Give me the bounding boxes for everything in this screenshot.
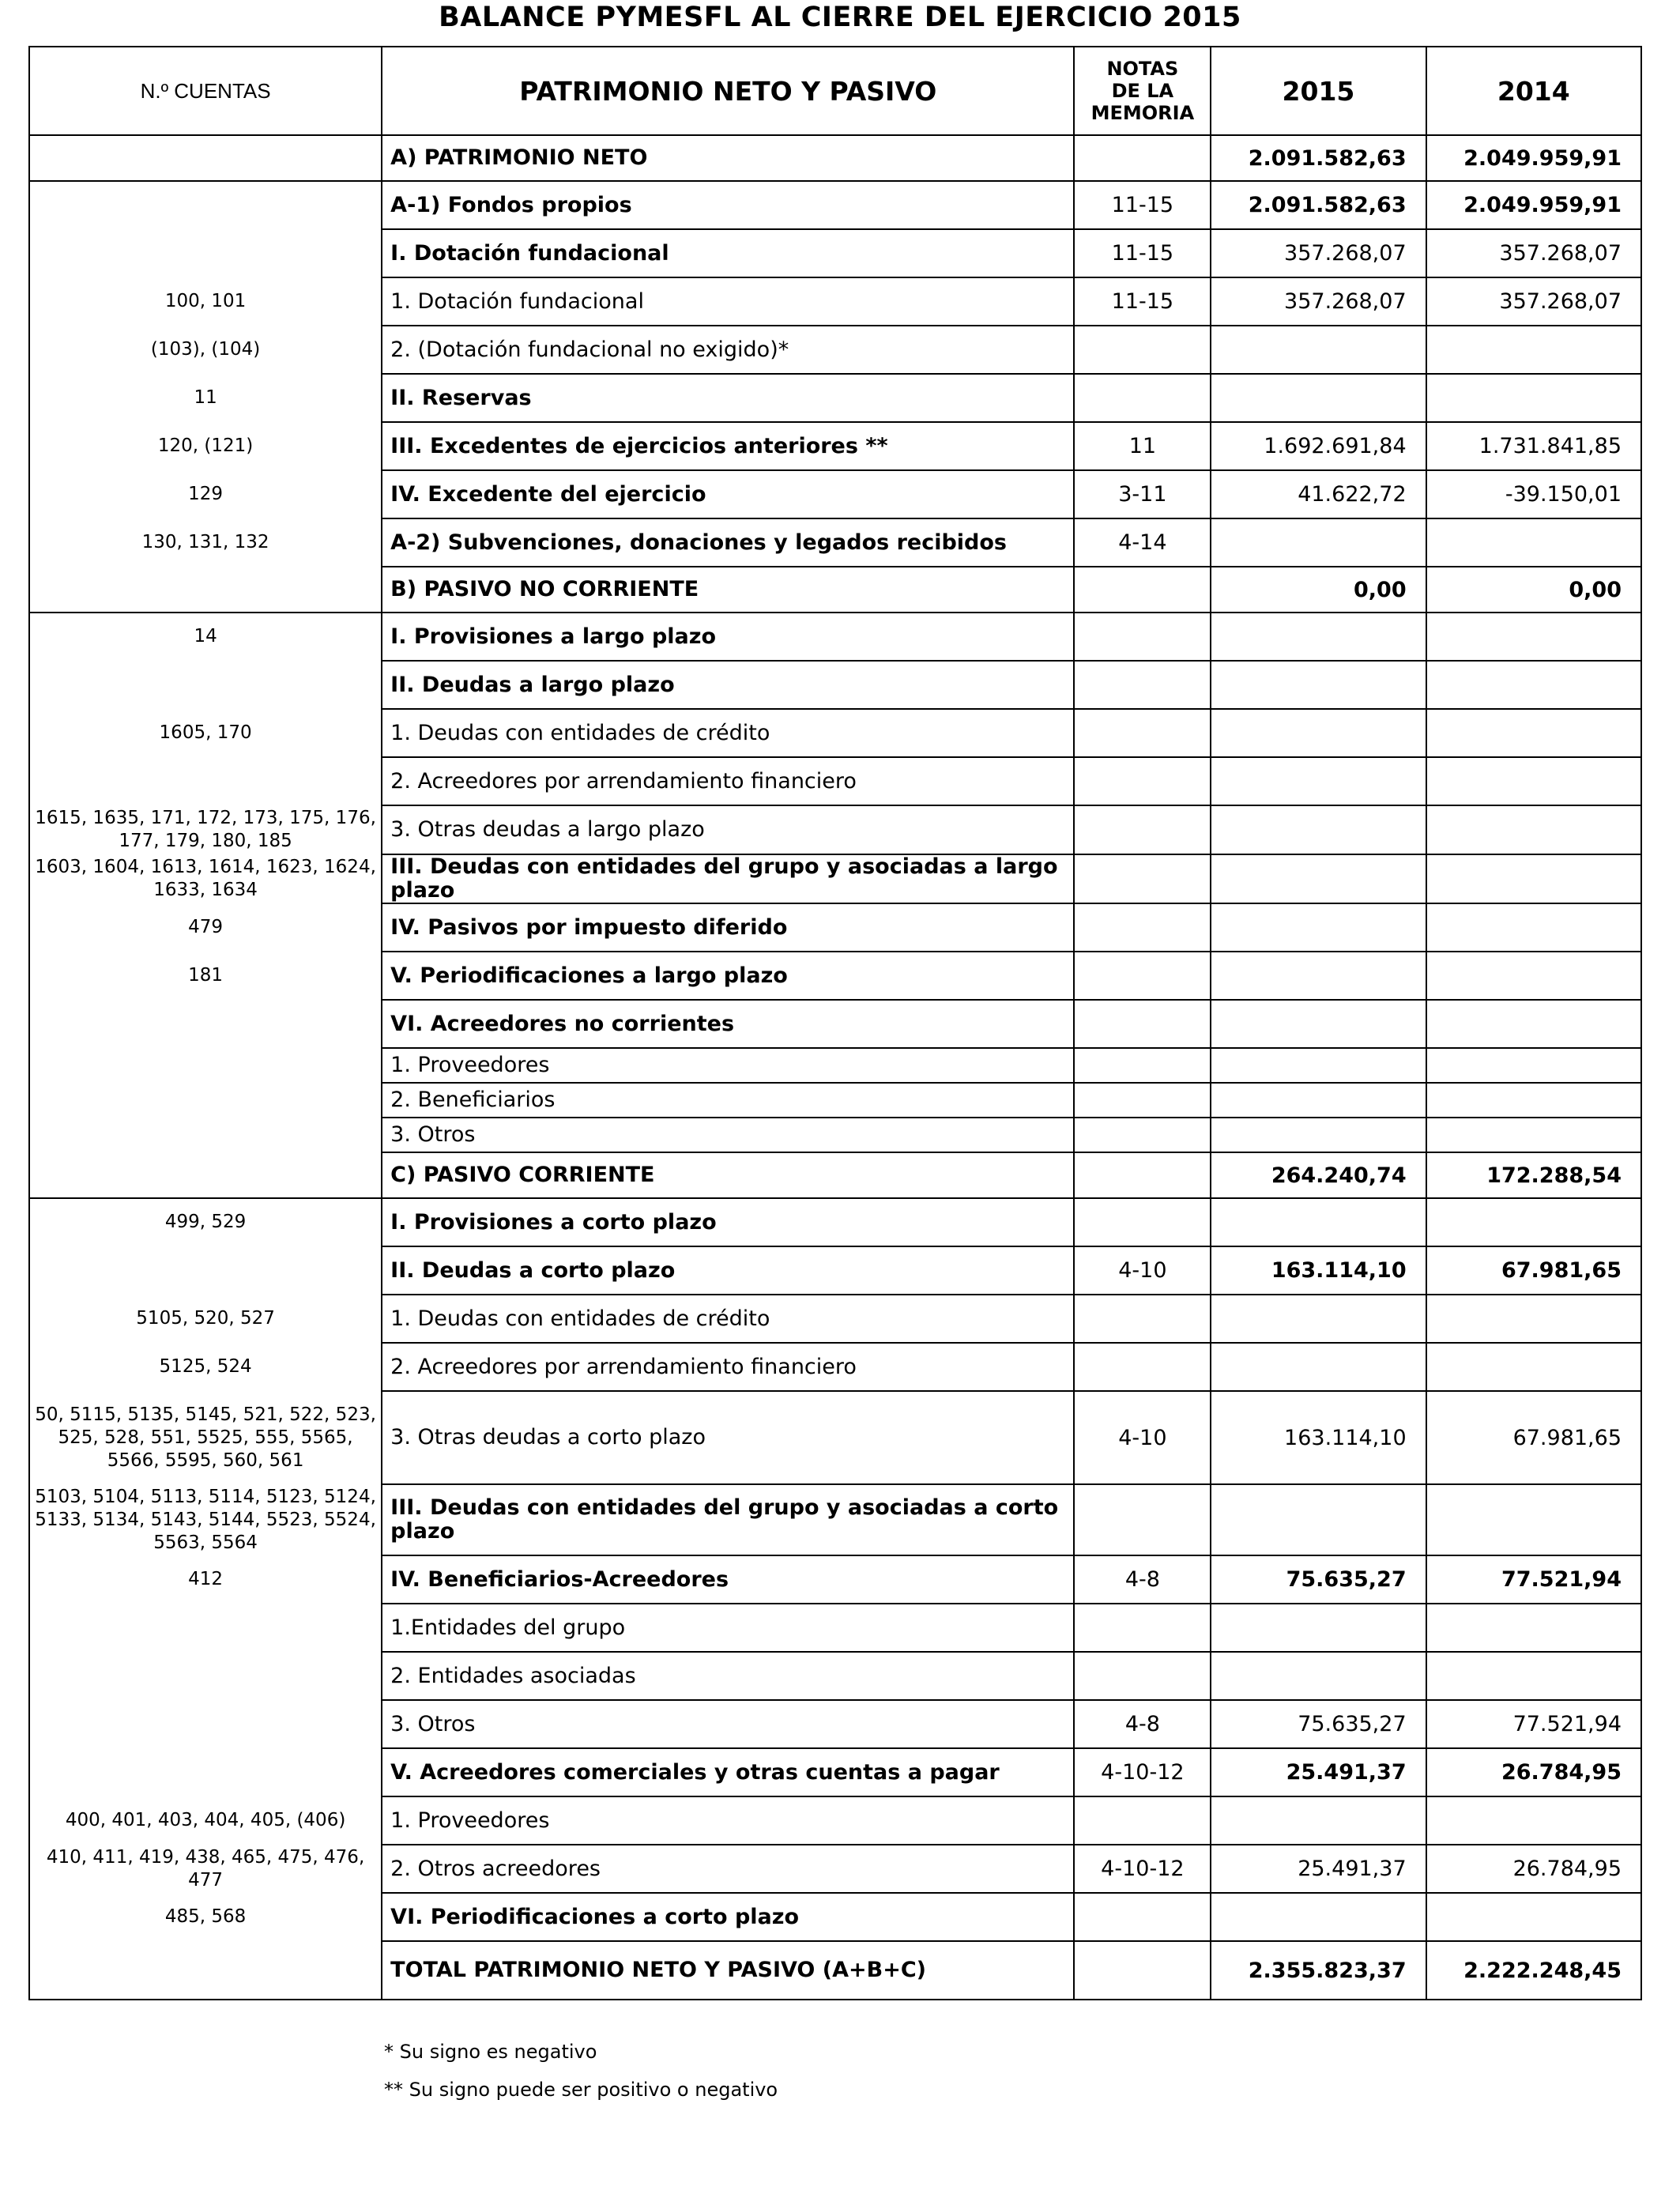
account-cell <box>29 1152 382 1198</box>
value-2014-cell <box>1426 1000 1641 1048</box>
value-2015-cell: 357.268,07 <box>1211 277 1426 326</box>
account-cell <box>29 135 382 181</box>
table-row <box>29 277 1641 326</box>
footnote-negative-sign: * Su signo es negativo <box>384 2041 597 2063</box>
table-row <box>29 1048 1641 1083</box>
value-2014-cell <box>1426 1295 1641 1343</box>
description-cell: 3. Otros <box>382 1700 1074 1748</box>
table-row <box>29 1343 1641 1391</box>
account-cell: 181 <box>29 952 382 1000</box>
notes-cell <box>1074 326 1211 374</box>
table-row <box>29 1000 1641 1048</box>
account-cell: 14 <box>29 613 382 661</box>
table-row <box>29 613 1641 661</box>
value-2014-cell <box>1426 1118 1641 1152</box>
account-cell <box>29 1748 382 1796</box>
description-cell: IV. Excedente del ejercicio <box>382 470 1074 518</box>
value-2015-cell <box>1211 903 1426 952</box>
value-2014-cell <box>1426 805 1641 854</box>
description-cell: 2. Otros acreedores <box>382 1845 1074 1893</box>
notes-cell <box>1074 1295 1211 1343</box>
footnote-variable-sign: ** Su signo puede ser positivo o negativo <box>384 2079 778 2101</box>
value-2014-cell: 26.784,95 <box>1426 1748 1641 1796</box>
value-2014-cell <box>1426 709 1641 757</box>
notes-cell <box>1074 1118 1211 1152</box>
description-cell: I. Dotación fundacional <box>382 229 1074 277</box>
notes-cell <box>1074 1893 1211 1941</box>
description-cell: II. Deudas a corto plazo <box>382 1246 1074 1295</box>
description-cell: C) PASIVO CORRIENTE <box>382 1152 1074 1198</box>
description-cell: A-2) Subvenciones, donaciones y legados recibidos <box>382 518 1074 567</box>
notes-cell <box>1074 1343 1211 1391</box>
notes-cell: 4-10-12 <box>1074 1748 1211 1796</box>
table-row <box>29 1152 1641 1198</box>
value-2014-cell: 2.049.959,91 <box>1426 135 1641 181</box>
table-row <box>29 805 1641 854</box>
table-row <box>29 1295 1641 1343</box>
notes-cell <box>1074 1652 1211 1700</box>
value-2015-cell <box>1211 661 1426 709</box>
value-2015-cell <box>1211 1083 1426 1118</box>
header-cuentas: N.º CUENTAS <box>29 47 382 135</box>
value-2015-cell <box>1211 374 1426 422</box>
value-2015-cell <box>1211 1198 1426 1246</box>
value-2015-cell <box>1211 1893 1426 1941</box>
notes-cell <box>1074 1152 1211 1198</box>
table-row <box>29 1198 1641 1246</box>
value-2014-cell <box>1426 1652 1641 1700</box>
table-row <box>29 1484 1641 1555</box>
account-cell <box>29 1941 382 2000</box>
description-cell: 1. Deudas con entidades de crédito <box>382 1295 1074 1343</box>
value-2015-cell <box>1211 1048 1426 1083</box>
account-cell <box>29 1246 382 1295</box>
account-cell: 11 <box>29 374 382 422</box>
table-row <box>29 1652 1641 1700</box>
notes-cell <box>1074 805 1211 854</box>
value-2014-cell: 77.521,94 <box>1426 1555 1641 1604</box>
value-2014-cell: 26.784,95 <box>1426 1845 1641 1893</box>
account-cell: 410, 411, 419, 438, 465, 475, 476, 477 <box>29 1845 382 1893</box>
table-row <box>29 952 1641 1000</box>
account-cell: 5103, 5104, 5113, 5114, 5123, 5124, 5133, 5134, 5143, 5144, 5523, 5524, 5563, 5564 <box>29 1484 382 1555</box>
table-row <box>29 1796 1641 1845</box>
account-cell <box>29 1118 382 1152</box>
account-cell: 5105, 520, 527 <box>29 1295 382 1343</box>
account-cell <box>29 567 382 613</box>
description-cell: 3. Otros <box>382 1118 1074 1152</box>
value-2015-cell <box>1211 805 1426 854</box>
account-cell <box>29 181 382 229</box>
value-2014-cell <box>1426 1484 1641 1555</box>
notes-cell: 11-15 <box>1074 277 1211 326</box>
value-2014-cell <box>1426 1893 1641 1941</box>
value-2015-cell <box>1211 1604 1426 1652</box>
value-2015-cell: 2.091.582,63 <box>1211 135 1426 181</box>
account-cell: 1615, 1635, 171, 172, 173, 175, 176, 177, 179, 180, 185 <box>29 805 382 854</box>
value-2014-cell <box>1426 1048 1641 1083</box>
notes-cell: 11 <box>1074 422 1211 470</box>
description-cell: VI. Acreedores no corrientes <box>382 1000 1074 1048</box>
account-cell: 1603, 1604, 1613, 1614, 1623, 1624, 1633, 1634 <box>29 854 382 903</box>
table-body <box>29 135 1641 2000</box>
description-cell: 2. (Dotación fundacional no exigido)* <box>382 326 1074 374</box>
description-cell: 1. Deudas con entidades de crédito <box>382 709 1074 757</box>
value-2014-cell: 2.049.959,91 <box>1426 181 1641 229</box>
description-cell: V. Acreedores comerciales y otras cuentas a pagar <box>382 1748 1074 1796</box>
value-2015-cell <box>1211 1000 1426 1048</box>
account-cell: 100, 101 <box>29 277 382 326</box>
value-2015-cell <box>1211 1295 1426 1343</box>
table-row <box>29 1118 1641 1152</box>
value-2015-cell <box>1211 1118 1426 1152</box>
value-2014-cell <box>1426 1083 1641 1118</box>
table-row <box>29 181 1641 229</box>
header-notas-line3: MEMORIA <box>1090 102 1195 124</box>
value-2015-cell <box>1211 326 1426 374</box>
account-cell <box>29 661 382 709</box>
description-cell: 3. Otras deudas a corto plazo <box>382 1391 1074 1484</box>
table-row <box>29 1748 1641 1796</box>
value-2015-cell <box>1211 613 1426 661</box>
description-cell: 2. Acreedores por arrendamiento financiero <box>382 1343 1074 1391</box>
value-2014-cell: 357.268,07 <box>1426 277 1641 326</box>
table-row <box>29 661 1641 709</box>
description-cell: TOTAL PATRIMONIO NETO Y PASIVO (A+B+C) <box>382 1941 1074 2000</box>
description-cell: A-1) Fondos propios <box>382 181 1074 229</box>
value-2015-cell: 0,00 <box>1211 567 1426 613</box>
notes-cell <box>1074 613 1211 661</box>
account-cell: 1605, 170 <box>29 709 382 757</box>
notes-cell: 4-10 <box>1074 1246 1211 1295</box>
description-cell: A) PATRIMONIO NETO <box>382 135 1074 181</box>
account-cell <box>29 1083 382 1118</box>
header-notas-line2: DE LA <box>1111 80 1174 102</box>
account-cell <box>29 1000 382 1048</box>
description-cell: 2. Entidades asociadas <box>382 1652 1074 1700</box>
notes-cell: 4-14 <box>1074 518 1211 567</box>
notes-cell <box>1074 374 1211 422</box>
value-2014-cell <box>1426 757 1641 805</box>
account-cell: 130, 131, 132 <box>29 518 382 567</box>
notes-cell: 11-15 <box>1074 229 1211 277</box>
description-cell: IV. Beneficiarios-Acreedores <box>382 1555 1074 1604</box>
notes-cell <box>1074 1484 1211 1555</box>
table-row <box>29 470 1641 518</box>
value-2014-cell: 77.521,94 <box>1426 1700 1641 1748</box>
account-cell: 5125, 524 <box>29 1343 382 1391</box>
notes-cell: 3-11 <box>1074 470 1211 518</box>
value-2014-cell: 357.268,07 <box>1426 229 1641 277</box>
account-cell: 499, 529 <box>29 1198 382 1246</box>
account-cell: 412 <box>29 1555 382 1604</box>
notes-cell <box>1074 1048 1211 1083</box>
notes-cell <box>1074 757 1211 805</box>
account-cell <box>29 1048 382 1083</box>
value-2015-cell: 264.240,74 <box>1211 1152 1426 1198</box>
table-row <box>29 326 1641 374</box>
header-year-2014: 2014 <box>1426 47 1641 135</box>
notes-cell <box>1074 661 1211 709</box>
balance-table <box>28 46 1642 2000</box>
table-header <box>29 47 1641 135</box>
account-cell: (103), (104) <box>29 326 382 374</box>
notes-cell: 4-8 <box>1074 1555 1211 1604</box>
value-2015-cell <box>1211 952 1426 1000</box>
table-row <box>29 1700 1641 1748</box>
header-descripcion: PATRIMONIO NETO Y PASIVO <box>382 47 1074 135</box>
value-2014-cell: 0,00 <box>1426 567 1641 613</box>
description-cell: IV. Pasivos por impuesto diferido <box>382 903 1074 952</box>
value-2015-cell: 163.114,10 <box>1211 1391 1426 1484</box>
description-cell: 1. Proveedores <box>382 1048 1074 1083</box>
value-2014-cell: 67.981,65 <box>1426 1391 1641 1484</box>
description-cell: I. Provisiones a largo plazo <box>382 613 1074 661</box>
notes-cell: 4-8 <box>1074 1700 1211 1748</box>
header-notas-line1: NOTAS <box>1106 58 1179 80</box>
account-cell <box>29 1604 382 1652</box>
table-row <box>29 135 1641 181</box>
notes-cell <box>1074 567 1211 613</box>
notes-cell <box>1074 903 1211 952</box>
description-cell: I. Provisiones a corto plazo <box>382 1198 1074 1246</box>
value-2014-cell: 172.288,54 <box>1426 1152 1641 1198</box>
value-2015-cell: 2.355.823,37 <box>1211 1941 1426 2000</box>
notes-cell: 11-15 <box>1074 181 1211 229</box>
table-row <box>29 1083 1641 1118</box>
description-cell: V. Periodificaciones a largo plazo <box>382 952 1074 1000</box>
description-cell: B) PASIVO NO CORRIENTE <box>382 567 1074 613</box>
value-2015-cell: 25.491,37 <box>1211 1845 1426 1893</box>
account-cell: 485, 568 <box>29 1893 382 1941</box>
table-row <box>29 422 1641 470</box>
notes-cell <box>1074 1796 1211 1845</box>
notes-cell <box>1074 1000 1211 1048</box>
value-2015-cell <box>1211 757 1426 805</box>
value-2015-cell: 75.635,27 <box>1211 1555 1426 1604</box>
description-cell: III. Deudas con entidades del grupo y asociadas a corto plazo <box>382 1484 1074 1555</box>
description-cell: II. Reservas <box>382 374 1074 422</box>
value-2015-cell <box>1211 1343 1426 1391</box>
table-row <box>29 757 1641 805</box>
notes-cell <box>1074 854 1211 903</box>
value-2014-cell <box>1426 854 1641 903</box>
description-cell: III. Excedentes de ejercicios anteriores ** <box>382 422 1074 470</box>
notes-cell <box>1074 135 1211 181</box>
account-cell: 120, (121) <box>29 422 382 470</box>
value-2015-cell <box>1211 518 1426 567</box>
account-cell <box>29 1652 382 1700</box>
table-row <box>29 518 1641 567</box>
notes-cell <box>1074 1083 1211 1118</box>
value-2014-cell: 67.981,65 <box>1426 1246 1641 1295</box>
account-cell <box>29 1700 382 1748</box>
value-2014-cell: 2.222.248,45 <box>1426 1941 1641 2000</box>
value-2014-cell <box>1426 326 1641 374</box>
table-row <box>29 567 1641 613</box>
table-row <box>29 1604 1641 1652</box>
value-2014-cell <box>1426 1604 1641 1652</box>
table-row <box>29 1845 1641 1893</box>
description-cell: VI. Periodificaciones a corto plazo <box>382 1893 1074 1941</box>
account-cell: 400, 401, 403, 404, 405, (406) <box>29 1796 382 1845</box>
table-row <box>29 854 1641 903</box>
value-2014-cell <box>1426 903 1641 952</box>
header-notas <box>1074 47 1211 135</box>
table-row <box>29 903 1641 952</box>
value-2015-cell: 357.268,07 <box>1211 229 1426 277</box>
notes-cell <box>1074 1604 1211 1652</box>
table-row <box>29 229 1641 277</box>
value-2015-cell <box>1211 1652 1426 1700</box>
header-year-2015: 2015 <box>1211 47 1426 135</box>
table-row <box>29 1246 1641 1295</box>
page-title: BALANCE PYMESFL AL CIERRE DEL EJERCICIO 2015 <box>439 2 1241 33</box>
description-cell: II. Deudas a largo plazo <box>382 661 1074 709</box>
description-cell: 1. Proveedores <box>382 1796 1074 1845</box>
value-2015-cell <box>1211 1796 1426 1845</box>
table-row <box>29 1555 1641 1604</box>
description-cell: 2. Acreedores por arrendamiento financiero <box>382 757 1074 805</box>
value-2014-cell <box>1426 613 1641 661</box>
value-2015-cell: 25.491,37 <box>1211 1748 1426 1796</box>
notes-cell: 4-10 <box>1074 1391 1211 1484</box>
value-2015-cell: 1.692.691,84 <box>1211 422 1426 470</box>
notes-cell <box>1074 952 1211 1000</box>
value-2014-cell <box>1426 952 1641 1000</box>
value-2015-cell: 75.635,27 <box>1211 1700 1426 1748</box>
value-2015-cell: 2.091.582,63 <box>1211 181 1426 229</box>
account-cell <box>29 229 382 277</box>
description-cell: 2. Beneficiarios <box>382 1083 1074 1118</box>
value-2014-cell <box>1426 661 1641 709</box>
notes-cell <box>1074 1941 1211 2000</box>
table-row <box>29 1391 1641 1484</box>
table-row <box>29 374 1641 422</box>
notes-cell <box>1074 709 1211 757</box>
notes-cell: 4-10-12 <box>1074 1845 1211 1893</box>
notes-cell <box>1074 1198 1211 1246</box>
value-2014-cell <box>1426 518 1641 567</box>
account-cell: 50, 5115, 5135, 5145, 521, 522, 523, 525, 528, 551, 5525, 555, 5565, 5566, 5595, 560, 561 <box>29 1391 382 1484</box>
value-2014-cell: -39.150,01 <box>1426 470 1641 518</box>
description-cell: 1. Dotación fundacional <box>382 277 1074 326</box>
value-2015-cell: 41.622,72 <box>1211 470 1426 518</box>
account-cell: 129 <box>29 470 382 518</box>
account-cell <box>29 757 382 805</box>
description-cell: III. Deudas con entidades del grupo y asociadas a largo plazo <box>382 854 1074 903</box>
account-cell: 479 <box>29 903 382 952</box>
table-row <box>29 1893 1641 1941</box>
value-2014-cell: 1.731.841,85 <box>1426 422 1641 470</box>
value-2014-cell <box>1426 1198 1641 1246</box>
table-row <box>29 709 1641 757</box>
value-2014-cell <box>1426 1796 1641 1845</box>
value-2015-cell <box>1211 854 1426 903</box>
value-2014-cell <box>1426 374 1641 422</box>
value-2015-cell: 163.114,10 <box>1211 1246 1426 1295</box>
value-2015-cell <box>1211 1484 1426 1555</box>
total-row <box>29 1941 1641 2000</box>
value-2015-cell <box>1211 709 1426 757</box>
value-2014-cell <box>1426 1343 1641 1391</box>
description-cell: 3. Otras deudas a largo plazo <box>382 805 1074 854</box>
description-cell: 1.Entidades del grupo <box>382 1604 1074 1652</box>
